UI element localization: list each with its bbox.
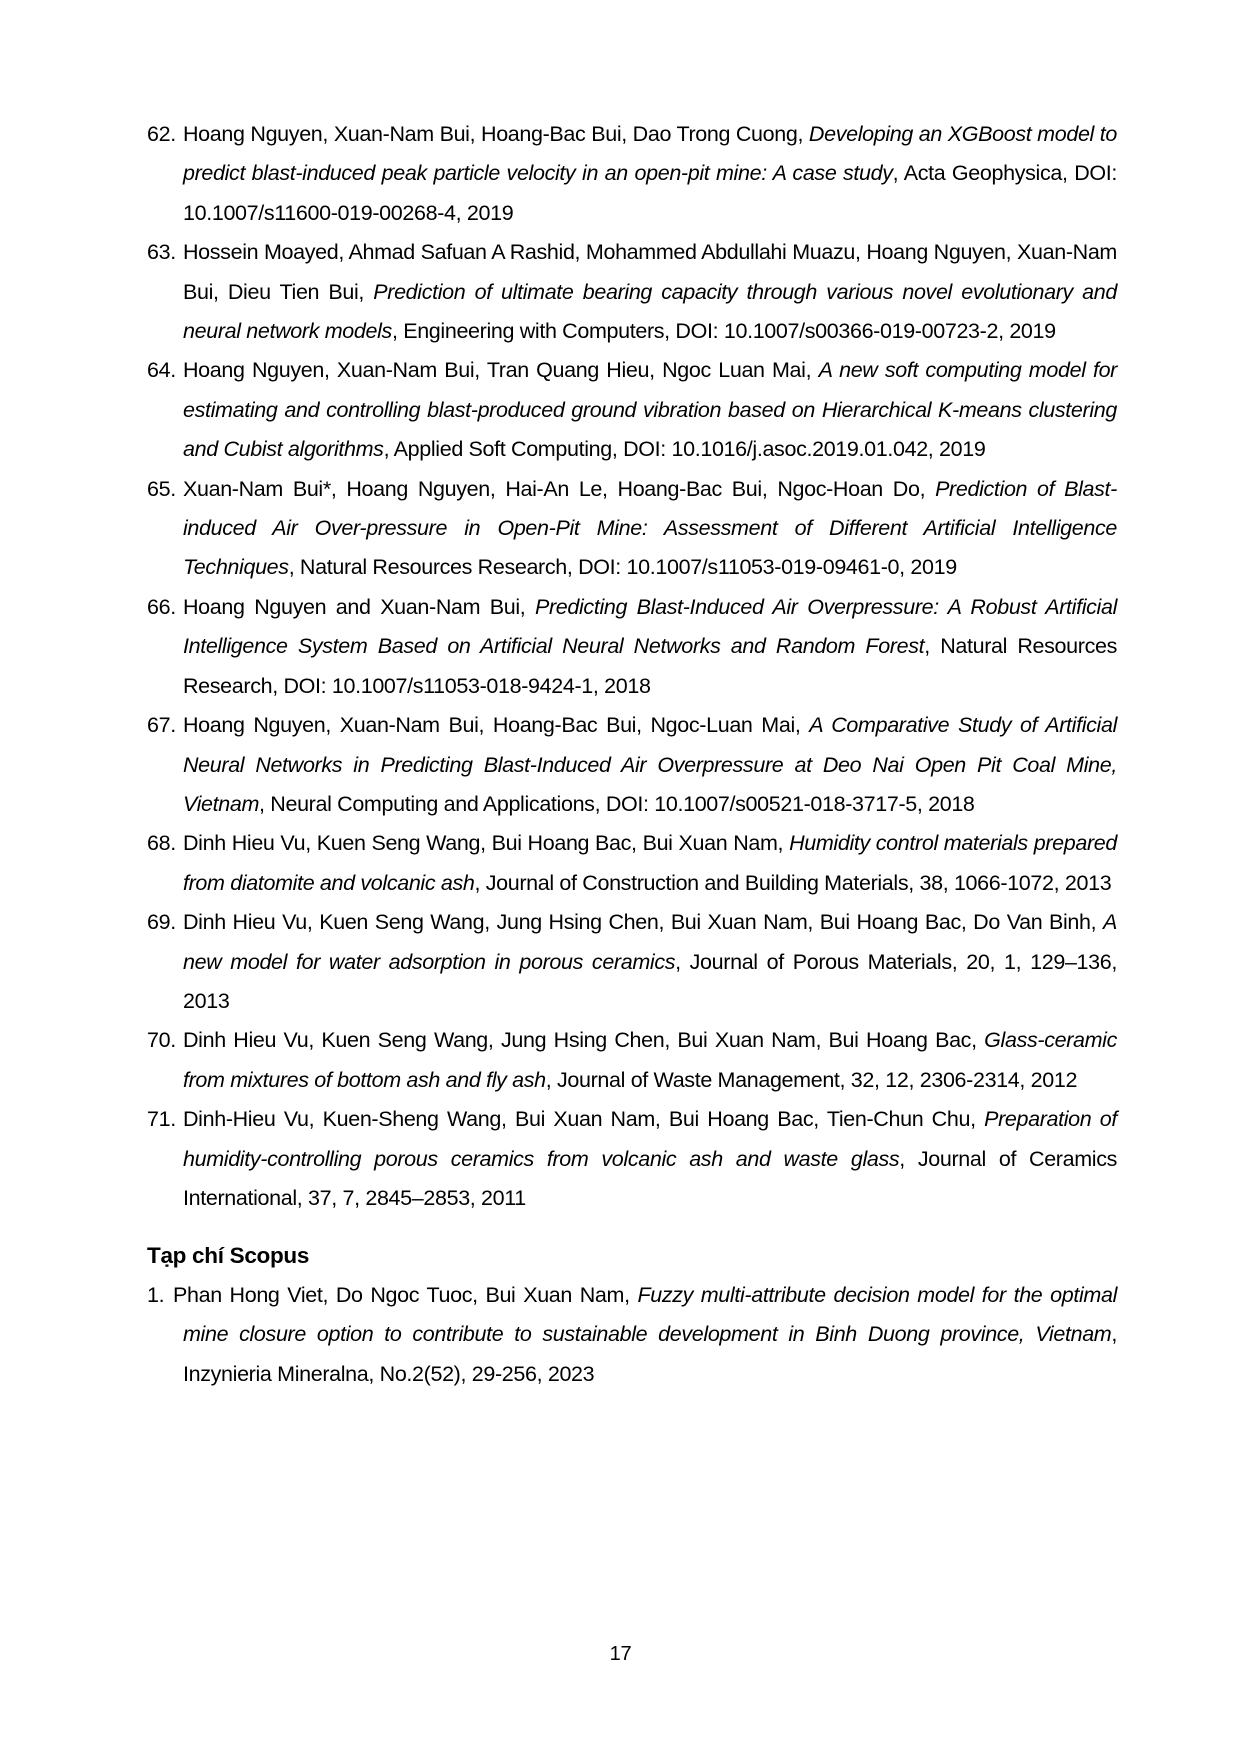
reference-number: 65. <box>147 476 176 501</box>
reference-number: 64. <box>147 358 176 383</box>
reference-details: , Neural Computing and Applications, DOI: 10.1007/s00521-018-3717-5, 2018 <box>259 791 975 816</box>
reference-title: Fuzzy multi-attribute decision model for the optimal mine closure option to contribute to sustainable development in Binh Duong province, Vietnam <box>183 1282 1117 1347</box>
reference-item <box>147 233 1117 351</box>
reference-title: Prediction of ultimate bearing capacity through various novel evolutionary and neural network models <box>183 279 1117 344</box>
reference-details: , Journal of Waste Management, 32, 12, 2306-2314, 2012 <box>545 1067 1078 1092</box>
reference-title: Humidity control materials prepared from diatomite and volcanic ash <box>183 831 1117 895</box>
reference-item <box>147 115 1117 233</box>
reference-authors: Dinh-Hieu Vu, Kuen-Sheng Wang, Bui Xuan Nam, Bui Hoang Bac, Tien-Chun Chu, <box>183 1107 985 1132</box>
reference-title: A new model for water adsorption in porous ceramics <box>183 910 1117 974</box>
reference-item <box>147 351 1117 469</box>
reference-number: 68. <box>147 831 176 856</box>
page-number: 17 <box>609 1643 632 1665</box>
reference-number: 69. <box>147 910 176 935</box>
reference-title: Prediction of Blast-induced Air Over-pressure in Open-Pit Mine: Assessment of Different Artificial Intelligence Techniques <box>183 476 1117 580</box>
page-content <box>147 115 1117 1394</box>
reference-item <box>147 1276 1117 1394</box>
reference-details: , Journal of Ceramics International, 37, 7, 2845–2853, 2011 <box>183 1146 1117 1210</box>
reference-title: A new soft computing model for estimating and controlling blast-produced ground vibration based on Hierarchical K-means clustering and Cubist algorithms <box>183 358 1117 462</box>
reference-title: Glass-ceramic from mixtures of bottom ash and fly ash <box>183 1028 1117 1092</box>
reference-details: , Natural Resources Research, DOI: 10.1007/s11053-019-09461-0, 2019 <box>288 555 957 580</box>
reference-authors: Dinh Hieu Vu, Kuen Seng Wang, Jung Hsing Chen, Bui Xuan Nam, Bui Hoang Bac, Do Van Binh, <box>183 910 1103 935</box>
reference-item <box>147 1021 1117 1100</box>
reference-number: 70. <box>147 1028 176 1053</box>
reference-number: 66. <box>147 594 176 619</box>
reference-title: Predicting Blast-Induced Air Overpressure: A Robust Artificial Intelligence System Based on Artificial Neural Networks and Random Forest <box>183 594 1117 659</box>
reference-authors: Hoang Nguyen, Xuan-Nam Bui, Hoang-Bac Bui, Ngoc-Luan Mai, <box>183 713 810 738</box>
reference-details: , Engineering with Computers, DOI: 10.1007/s00366-019-00723-2, 2019 <box>391 319 1056 344</box>
reference-title: A Comparative Study of Artificial Neural Networks in Predicting Blast-Induced Air Overpressure at Deo Nai Open Pit Coal Mine, Vietnam <box>183 713 1117 816</box>
reference-authors: Hossein Moayed, Ahmad Safuan A Rashid, Mohammed Abdullahi Muazu, Hoang Nguyen, Xuan-Nam Bui, Dieu Tien Bui, <box>183 240 1117 304</box>
reference-title: Developing an XGBoost model to predict blast-induced peak particle velocity in an open-pit mine: A case study <box>183 122 1117 186</box>
reference-authors: Dinh Hieu Vu, Kuen Seng Wang, Jung Hsing Chen, Bui Xuan Nam, Bui Hoang Bac, <box>183 1028 985 1053</box>
reference-item <box>147 588 1117 706</box>
reference-number: 1. <box>147 1282 165 1307</box>
reference-authors: Phan Hong Viet, Do Ngoc Tuoc, Bui Xuan Nam, <box>173 1282 638 1307</box>
reference-number: 63. <box>147 240 176 265</box>
reference-details: , Natural Resources Research, DOI: 10.1007/s11053-018-9424-1, 2018 <box>183 634 1117 698</box>
reference-item <box>147 706 1117 824</box>
reference-item <box>147 470 1117 588</box>
reference-authors: Hoang Nguyen, Xuan-Nam Bui, Tran Quang Hieu, Ngoc Luan Mai, <box>183 358 819 383</box>
reference-details: , Journal of Construction and Building Materials, 38, 1066-1072, 2013 <box>474 870 1112 895</box>
section-heading-scopus: Tạp chí Scopus <box>147 1243 310 1269</box>
reference-authors: Xuan-Nam Bui*, Hoang Nguyen, Hai-An Le, Hoang-Bac Bui, Ngoc-Hoan Do, <box>183 476 936 501</box>
reference-details: , Journal of Porous Materials, 20, 1, 129–136, 2013 <box>183 949 1117 1013</box>
reference-title: Preparation of humidity-controlling porous ceramics from volcanic ash and waste glass <box>183 1107 1117 1171</box>
reference-number: 62. <box>147 122 176 146</box>
reference-details: , Applied Soft Computing, DOI: 10.1016/j.asoc.2019.01.042, 2019 <box>383 437 986 462</box>
reference-item <box>147 1100 1117 1218</box>
reference-authors: Hoang Nguyen and Xuan-Nam Bui, <box>183 594 535 619</box>
reference-details: , Acta Geophysica, DOI: 10.1007/s11600-019-00268-4, 2019 <box>183 161 1117 225</box>
reference-details: , Inzynieria Mineralna, No.2(52), 29-256, 2023 <box>183 1322 1117 1386</box>
reference-number: 71. <box>147 1107 176 1132</box>
reference-item <box>147 903 1117 1021</box>
reference-number: 67. <box>147 713 176 738</box>
reference-authors: Hoang Nguyen, Xuan-Nam Bui, Hoang-Bac Bui, Dao Trong Cuong, <box>183 122 809 146</box>
reference-authors: Dinh Hieu Vu, Kuen Seng Wang, Bui Hoang Bac, Bui Xuan Nam, <box>183 831 790 856</box>
reference-item <box>147 824 1117 903</box>
